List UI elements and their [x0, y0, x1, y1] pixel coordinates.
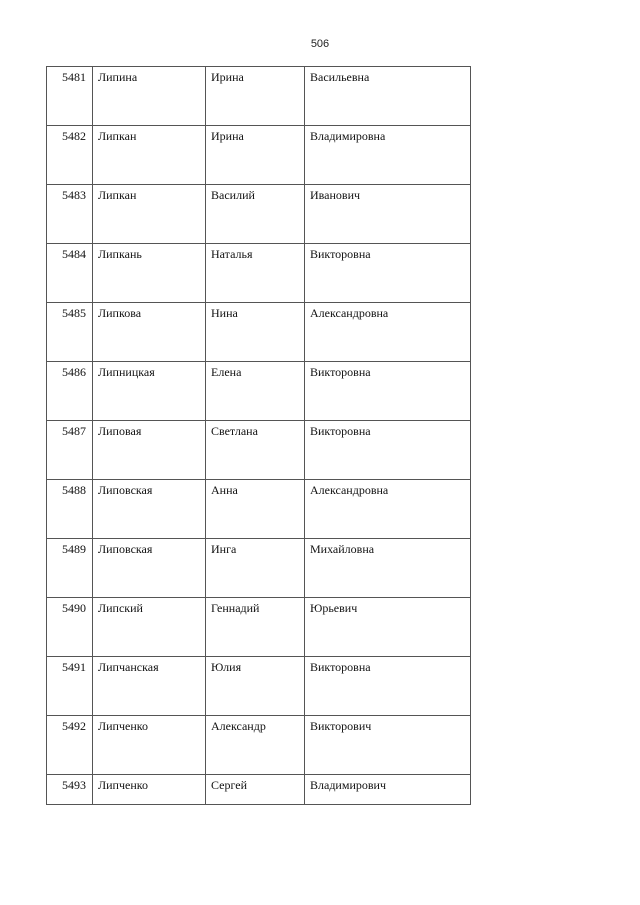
table-row	[47, 539, 471, 598]
first-name-cell: Елена	[206, 362, 305, 421]
first-name-cell: Александр	[206, 716, 305, 775]
row-number: 5491	[47, 657, 93, 716]
table-row	[47, 657, 471, 716]
last-name-cell: Липовая	[93, 421, 206, 480]
last-name-cell: Липченко	[93, 716, 206, 775]
first-name-cell: Геннадий	[206, 598, 305, 657]
row-number: 5492	[47, 716, 93, 775]
first-name-cell: Василий	[206, 185, 305, 244]
table-row	[47, 185, 471, 244]
first-name-cell: Нина	[206, 303, 305, 362]
first-name-cell: Наталья	[206, 244, 305, 303]
row-number: 5486	[47, 362, 93, 421]
table-row	[47, 716, 471, 775]
table-row	[47, 67, 471, 126]
last-name-cell: Липкань	[93, 244, 206, 303]
registry-table	[46, 66, 471, 805]
table-row	[47, 244, 471, 303]
registry-table-body	[47, 67, 471, 805]
last-name-cell: Липницкая	[93, 362, 206, 421]
table-row	[47, 126, 471, 185]
first-name-cell: Ирина	[206, 126, 305, 185]
last-name-cell: Липкан	[93, 185, 206, 244]
patronymic-cell: Васильевна	[305, 67, 471, 126]
patronymic-cell: Владимирович	[305, 775, 471, 805]
last-name-cell: Липина	[93, 67, 206, 126]
row-number: 5489	[47, 539, 93, 598]
patronymic-cell: Александровна	[305, 480, 471, 539]
patronymic-cell: Александровна	[305, 303, 471, 362]
last-name-cell: Липовская	[93, 480, 206, 539]
row-number: 5493	[47, 775, 93, 805]
table-row	[47, 303, 471, 362]
row-number: 5484	[47, 244, 93, 303]
last-name-cell: Липкова	[93, 303, 206, 362]
last-name-cell: Липовская	[93, 539, 206, 598]
last-name-cell: Липский	[93, 598, 206, 657]
row-number: 5490	[47, 598, 93, 657]
patronymic-cell: Викторович	[305, 716, 471, 775]
patronymic-cell: Иванович	[305, 185, 471, 244]
table-row	[47, 480, 471, 539]
row-number: 5485	[47, 303, 93, 362]
table-row	[47, 775, 471, 805]
page-number: 506	[310, 38, 330, 50]
patronymic-cell: Михайловна	[305, 539, 471, 598]
first-name-cell: Ирина	[206, 67, 305, 126]
table-row	[47, 421, 471, 480]
patronymic-cell: Юрьевич	[305, 598, 471, 657]
first-name-cell: Анна	[206, 480, 305, 539]
patronymic-cell: Викторовна	[305, 362, 471, 421]
table-row	[47, 598, 471, 657]
last-name-cell: Липкан	[93, 126, 206, 185]
last-name-cell: Липчанская	[93, 657, 206, 716]
first-name-cell: Светлана	[206, 421, 305, 480]
row-number: 5482	[47, 126, 93, 185]
patronymic-cell: Викторовна	[305, 657, 471, 716]
table-row	[47, 362, 471, 421]
first-name-cell: Сергей	[206, 775, 305, 805]
row-number: 5483	[47, 185, 93, 244]
patronymic-cell: Викторовна	[305, 421, 471, 480]
patronymic-cell: Владимировна	[305, 126, 471, 185]
first-name-cell: Инга	[206, 539, 305, 598]
row-number: 5488	[47, 480, 93, 539]
last-name-cell: Липченко	[93, 775, 206, 805]
patronymic-cell: Викторовна	[305, 244, 471, 303]
row-number: 5481	[47, 67, 93, 126]
first-name-cell: Юлия	[206, 657, 305, 716]
row-number: 5487	[47, 421, 93, 480]
